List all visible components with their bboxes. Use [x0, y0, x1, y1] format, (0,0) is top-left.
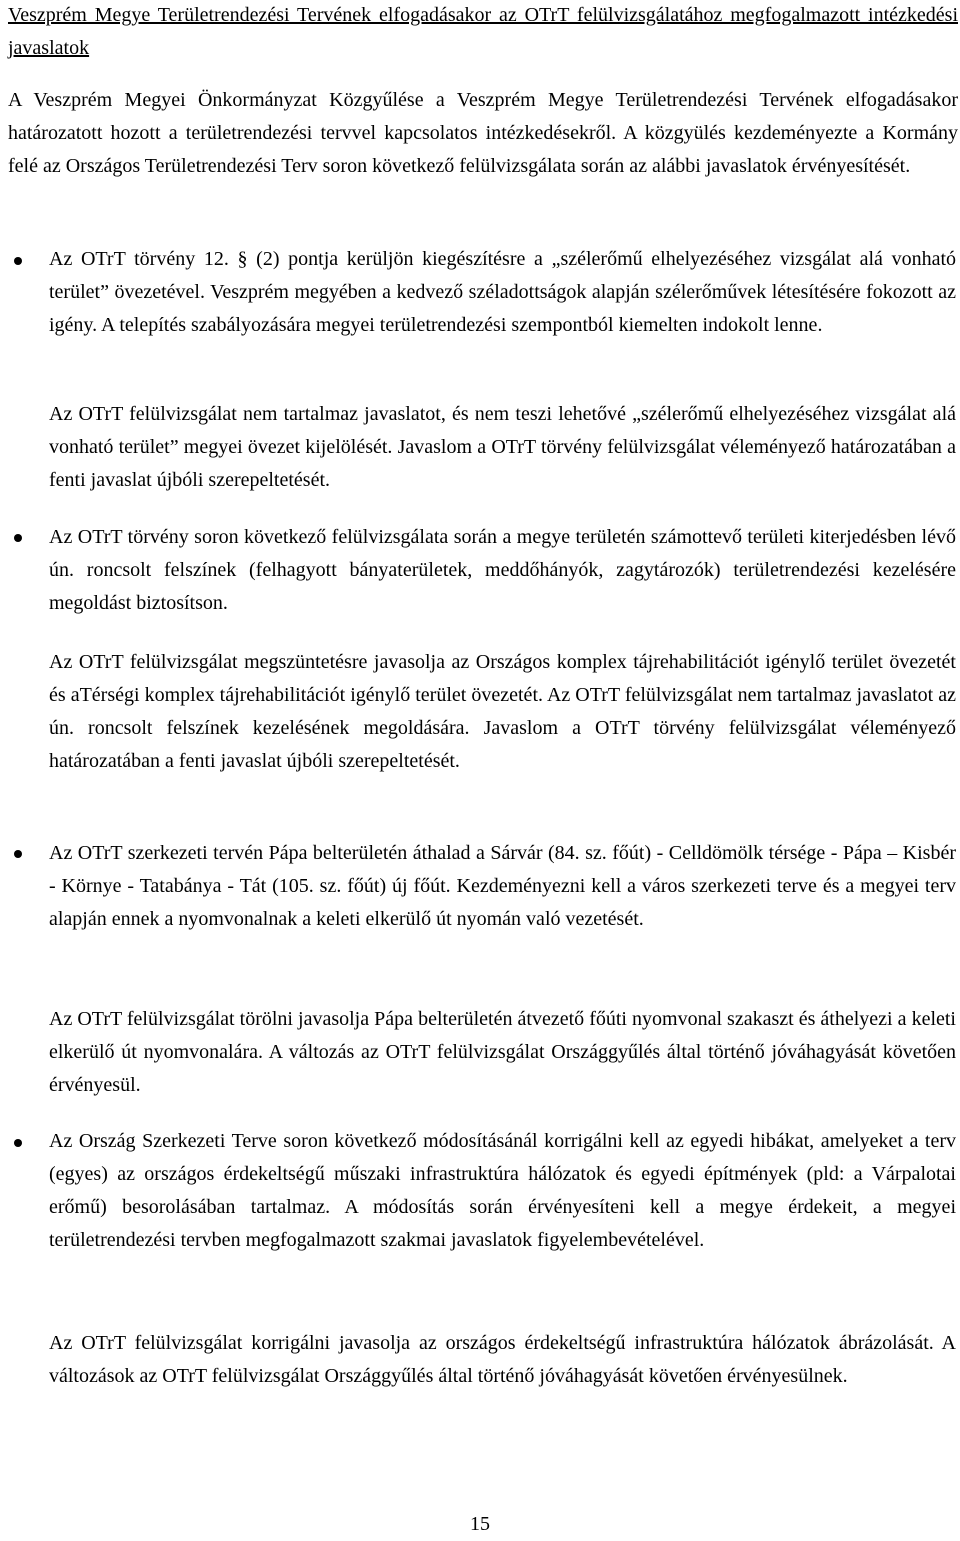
intro-paragraph: A Veszprém Megyei Önkormányzat Közgyűlése a Veszprém Megye Területrendezési Tervének elfogadásakor határozatott hozott a területrendezési tervvel kapcsolatos intézkedésekről. A közgyülés kezdeményezte a Kormány felé az Országos Területrendezési Terv soron következő felülvizsgálata során az alábbi javaslatok érvényesítését.: [8, 89, 958, 177]
bullet-icon: [14, 850, 22, 858]
proposal-text: Az OTrT törvény 12. § (2) pontja kerüljön kiegészítésre a „szélerőmű elhelyezéséhez vizsgálat alá vonható terület” övezetével. Veszprém megyében a kedvező széladottságok alapján szélerőművek létesítésére fokozott az igény. A telepítés szabályozására megyei területrendezési szempontból kiemelten indokolt lenne.: [49, 248, 956, 336]
bullet-icon: [14, 1139, 22, 1147]
proposal-text: Az OTrT törvény soron következő felülvizsgálata során a megye területén számottevő területi kiterjedésben lévő ún. roncsolt felszínek (felhagyott bányaterületek, meddőhányók, zagytározók) területrendezési kezelésére megoldást biztosítson.: [49, 526, 956, 614]
response-text: Az OTrT felülvizsgálat törölni javasolja Pápa belterületén átvezető főúti nyomvonal szakaszt és áthelyezi a keleti elkerülő út nyomvonalára. A változás az OTrT felülvizsgálat Országgyűlés által történő jóváhagyását követően érvényesül.: [49, 1008, 956, 1096]
bullet-icon: [14, 534, 22, 542]
response-text: Az OTrT felülvizsgálat nem tartalmaz javaslatot, és nem teszi lehetővé „szélerőmű elhelyezéséhez vizsgálat alá vonható terület” megyei övezet kijelölését. Javaslom a OTrT törvény felülvizsgálat véleményező határozatában a fenti javaslat újbóli szerepeltetését.: [49, 403, 956, 491]
document-title: Veszprém Megye Területrendezési Tervének elfogadásakor az OTrT felülvizsgálatához megfogalmazott intézkedési javaslatok: [8, 4, 958, 59]
proposal-text: Az OTrT szerkezeti tervén Pápa belterületén áthalad a Sárvár (84. sz. főút) - Celldömölk térsége - Pápa – Kisbér - Környe - Tatabánya - Tát (105. sz. főút) új főút. Kezdeményezni kell a város szerkezeti terve és a megyei terv alapján ennek a nyomvonalnak a keleti elkerülő út nyomán való vezetését.: [49, 842, 956, 930]
response-text: Az OTrT felülvizsgálat megszüntetésre javasolja az Országos komplex tájrehabilitációt igénylő terület övezetét és aTérségi komplex tájrehabilitációt igénylő terület övezetét. Az OTrT felülvizsgálat nem tartalmaz javaslatot az ún. roncsolt felszínek kezelésének megoldására. Javaslom a OTrT törvény felülvizsgálat véleményező határozatában a fenti javaslat újbóli szerepeltetését.: [49, 651, 956, 772]
page-number: 15: [470, 1513, 490, 1535]
proposal-text: Az Ország Szerkezeti Terve soron következő módosításánál korrigálni kell az egyedi hibákat, amelyeket a terv (egyes) az országos érdekeltségű műszaki infrastruktúra hálózatok és egyedi építmények (pld: a Várpalotai erőmű) besorolásában tartalmaz. A módosítás során érvényesíteni kell a megye érdekeit, a megyei területrendezési tervben megfogalmazott szakmai javaslatok figyelembevételével.: [49, 1130, 956, 1251]
response-text: Az OTrT felülvizsgálat korrigálni javasolja az országos érdekeltségű infrastruktúra hálózatok ábrázolását. A változások az OTrT felülvizsgálat Országgyűlés által történő jóváhagyását követően érvényesülnek.: [49, 1332, 956, 1387]
bullet-icon: [14, 257, 22, 265]
